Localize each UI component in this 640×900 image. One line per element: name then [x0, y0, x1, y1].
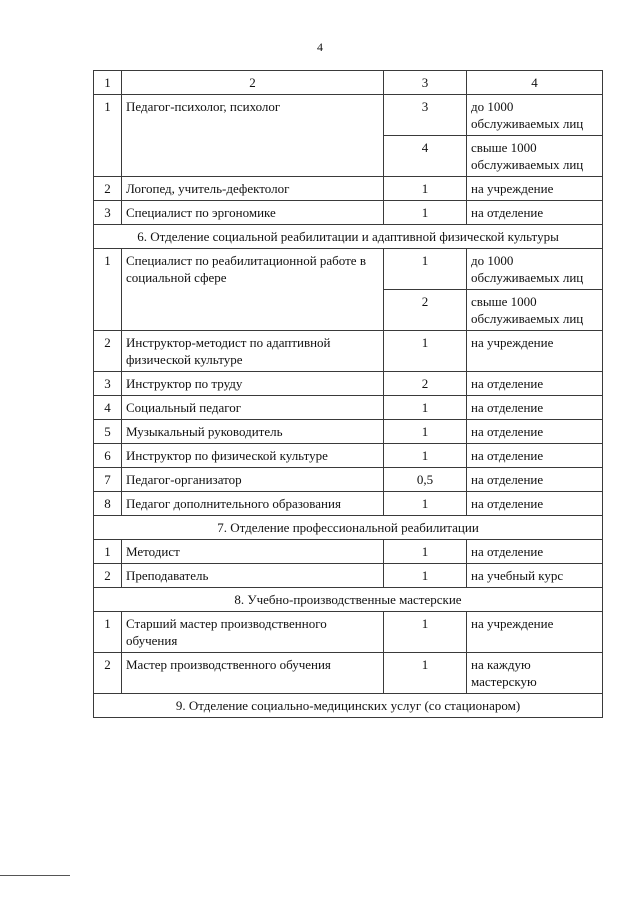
staffing-basis: свыше 1000 обслуживаемых лиц [467, 136, 603, 177]
section-title: 7. Отделение профессиональной реабилитации [94, 516, 603, 540]
table-row [94, 492, 603, 516]
staff-quantity: 1 [384, 612, 467, 653]
staffing-basis: на учебный курс [467, 564, 603, 588]
header-cell-basis: 4 [467, 71, 603, 95]
row-number: 2 [94, 331, 122, 372]
position-name: Педагог дополнительного образования [122, 492, 384, 516]
staffing-basis: на отделение [467, 420, 603, 444]
staffing-basis: свыше 1000 обслуживаемых лиц [467, 290, 603, 331]
row-number: 7 [94, 468, 122, 492]
position-name: Старший мастер производственного обучения [122, 612, 384, 653]
section-title: 8. Учебно-производственные мастерские [94, 588, 603, 612]
table-row [94, 177, 603, 201]
staffing-basis: на отделение [467, 492, 603, 516]
row-number: 3 [94, 201, 122, 225]
section-title: 6. Отделение социальной реабилитации и адаптивной физической культуры [94, 225, 603, 249]
table-row [94, 201, 603, 225]
header-cell-position: 2 [122, 71, 384, 95]
row-number: 5 [94, 420, 122, 444]
table-header-row [94, 71, 603, 95]
row-number: 1 [94, 612, 122, 653]
position-name: Специалист по эргономике [122, 201, 384, 225]
staffing-basis: на учреждение [467, 177, 603, 201]
staff-quantity: 1 [384, 420, 467, 444]
position-name: Социальный педагог [122, 396, 384, 420]
staff-quantity: 2 [384, 290, 467, 331]
row-number: 2 [94, 653, 122, 694]
staffing-basis: на отделение [467, 372, 603, 396]
staffing-basis: до 1000 обслуживаемых лиц [467, 95, 603, 136]
row-number: 2 [94, 564, 122, 588]
row-number: 2 [94, 177, 122, 201]
row-number: 6 [94, 444, 122, 468]
staffing-basis: на отделение [467, 201, 603, 225]
table-row [94, 564, 603, 588]
table-row [94, 95, 603, 136]
position-name: Музыкальный руководитель [122, 420, 384, 444]
row-number: 8 [94, 492, 122, 516]
staff-quantity: 1 [384, 492, 467, 516]
table-row [94, 468, 603, 492]
table-row [94, 612, 603, 653]
staff-quantity: 1 [384, 653, 467, 694]
staff-quantity: 1 [384, 177, 467, 201]
table-row [94, 444, 603, 468]
row-number: 1 [94, 95, 122, 177]
position-name: Педагог-психолог, психолог [122, 95, 384, 177]
staff-quantity: 3 [384, 95, 467, 136]
table-row [94, 372, 603, 396]
row-number: 4 [94, 396, 122, 420]
position-name: Инструктор по физической культуре [122, 444, 384, 468]
staffing-basis: на учреждение [467, 612, 603, 653]
section-header-row [94, 516, 603, 540]
section-header-row [94, 225, 603, 249]
staffing-basis: до 1000 обслуживаемых лиц [467, 249, 603, 290]
staff-quantity: 1 [384, 444, 467, 468]
row-number: 3 [94, 372, 122, 396]
position-name: Инструктор-методист по адаптивной физической культуре [122, 331, 384, 372]
row-number: 1 [94, 540, 122, 564]
table-row [94, 331, 603, 372]
staffing-basis: на отделение [467, 396, 603, 420]
staff-quantity: 1 [384, 396, 467, 420]
scan-artifact-line [0, 875, 70, 876]
staffing-basis: на каждую мастерскую [467, 653, 603, 694]
staff-quantity: 1 [384, 331, 467, 372]
position-name: Специалист по реабилитационной работе в социальной сфере [122, 249, 384, 331]
position-name: Педагог-организатор [122, 468, 384, 492]
staff-quantity: 1 [384, 249, 467, 290]
page-number: 4 [317, 40, 323, 54]
table-row [94, 396, 603, 420]
staff-quantity: 0,5 [384, 468, 467, 492]
position-name: Логопед, учитель-дефектолог [122, 177, 384, 201]
header-cell-number: 1 [94, 71, 122, 95]
header-cell-quantity: 3 [384, 71, 467, 95]
table-row [94, 420, 603, 444]
table-row [94, 653, 603, 694]
section-title: 9. Отделение социально-медицинских услуг (со стационаром) [94, 694, 603, 718]
table-row [94, 540, 603, 564]
row-number: 1 [94, 249, 122, 331]
staffing-table [93, 70, 603, 718]
staffing-basis: на отделение [467, 468, 603, 492]
table-row [94, 249, 603, 290]
position-name: Инструктор по труду [122, 372, 384, 396]
staff-quantity: 2 [384, 372, 467, 396]
staffing-basis: на учреждение [467, 331, 603, 372]
section-header-row [94, 588, 603, 612]
staff-quantity: 4 [384, 136, 467, 177]
staff-quantity: 1 [384, 540, 467, 564]
section-header-row [94, 694, 603, 718]
staffing-basis: на отделение [467, 540, 603, 564]
staff-quantity: 1 [384, 564, 467, 588]
position-name: Методист [122, 540, 384, 564]
position-name: Мастер производственного обучения [122, 653, 384, 694]
position-name: Преподаватель [122, 564, 384, 588]
staff-quantity: 1 [384, 201, 467, 225]
staffing-basis: на отделение [467, 444, 603, 468]
